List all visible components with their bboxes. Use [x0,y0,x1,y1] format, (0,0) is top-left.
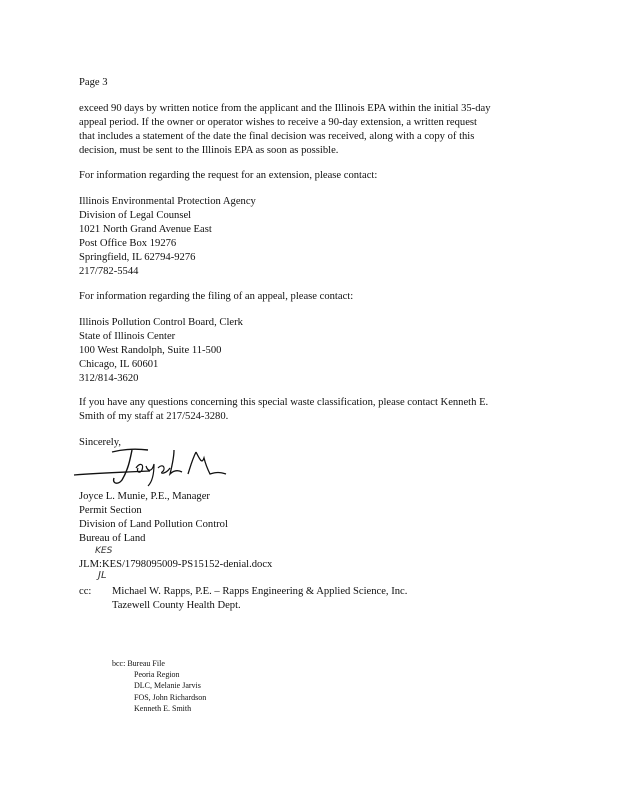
bcc-recipient: Kenneth E. Smith [134,703,192,713]
paragraph-line: that includes a statement of the date the final decision was received, along with a copy of this [79,131,475,142]
handwritten-initials-kes: KES [95,546,113,556]
cc-label: cc: [79,586,92,597]
paragraph-line: appeal period. If the owner or operator wishes to receive a 90-day extension, a written request [79,117,477,128]
address-line: 217/782-5544 [79,266,139,277]
cc-recipient: Tazewell County Health Dept. [112,600,241,611]
epa-contact-address [79,195,256,279]
board-contact-address [79,316,243,386]
bcc-recipient: FOS, John Richardson [134,692,207,702]
signature-block [79,490,228,546]
signer-division: Division of Land Pollution Control [79,519,228,530]
address-line: 312/814-3620 [79,373,139,384]
questions-paragraph [79,396,488,424]
address-line: 1021 North Grand Avenue East [79,224,212,235]
signer-name: Joyce L. Munie, P.E., Manager [79,491,210,502]
bcc-recipient: DLC, Melanie Jarvis [134,681,201,691]
paragraph-line: exceed 90 days by written notice from the applicant and the Illinois EPA within the initial 35-day [79,103,491,114]
cc-recipient: Michael W. Rapps, P.E. – Rapps Engineering & Applied Science, Inc. [112,586,408,597]
paragraph-line: Smith of my staff at 217/524-3280. [79,411,229,422]
address-line: Springfield, IL 62794-9276 [79,252,196,263]
address-line: 100 West Randolph, Suite 11-500 [79,345,222,356]
closing: Sincerely, [79,437,121,448]
page-label: Page 3 [79,77,108,88]
signer-section: Permit Section [79,505,142,516]
address-line: State of Illinois Center [79,331,176,342]
paragraph-line: decision, must be sent to the Illinois EPA as soon as possible. [79,145,339,156]
extension-intro: For information regarding the request for an extension, please contact: [79,170,378,181]
paragraph-line: If you have any questions concerning this special waste classification, please contact Kenneth E. [79,397,489,408]
bcc-recipient: Peoria Region [134,670,180,680]
handwritten-signature [70,440,240,490]
file-reference: JLM:KES/1798095009-PS15152-denial.docx [79,559,273,570]
appeal-paragraph [79,102,491,158]
address-line: Post Office Box 19276 [79,238,177,249]
cc-list [112,585,407,613]
address-line: Illinois Environmental Protection Agency [79,196,256,207]
signer-bureau: Bureau of Land [79,533,146,544]
bcc-list [112,658,206,714]
appeal-intro: For information regarding the filing of an appeal, please contact: [79,291,354,302]
address-line: Illinois Pollution Control Board, Clerk [79,317,243,328]
handwritten-initials-jl: JL [98,570,107,581]
address-line: Chicago, IL 60601 [79,359,159,370]
bcc-recipient: bcc: Bureau File [112,659,165,668]
address-line: Division of Legal Counsel [79,210,192,221]
